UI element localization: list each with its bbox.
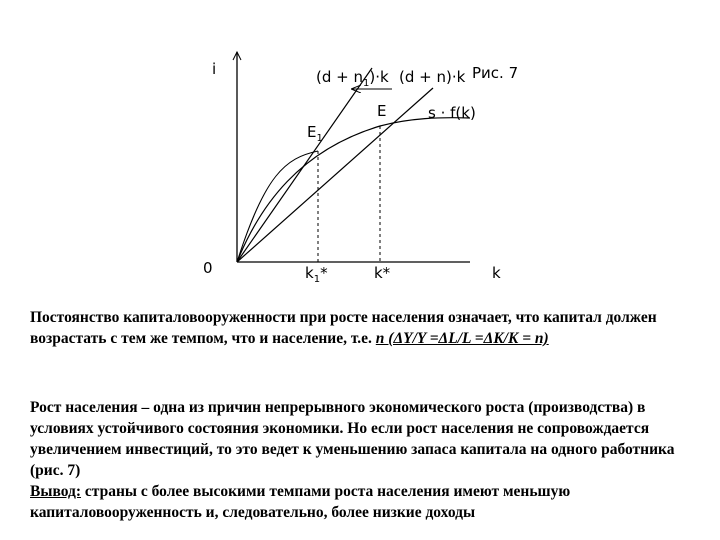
formula: n (ΔY/Y =ΔL/L =ΔK/K = n) [375, 330, 549, 347]
k1-label: $k_1*$ [305, 264, 328, 285]
line1-label: $(d + n_1)\cdot k$ [316, 68, 389, 89]
conclusion-text: страны с более высокими темпами роста населения имеют меньшую капиталовооруженность и, следовательно, более низкие доходы [30, 483, 571, 521]
x-axis-label: k [492, 264, 501, 282]
point-e1-label: $E_1$ [307, 123, 323, 144]
figure-label: Рис. 7 [472, 64, 519, 82]
curve-s-f-k [237, 118, 470, 262]
conclusion-label: Вывод: [30, 483, 82, 500]
paragraph-capital-intensity [30, 307, 695, 349]
origin-label: 0 [203, 259, 213, 277]
paragraph-population-growth [30, 397, 695, 523]
paragraph1-text: Постоянство капиталовооруженности при росте населения означает, что капитал должен возрастать с тем же темпом, что и население, т.е. [30, 309, 657, 347]
line-d-n-k [237, 88, 433, 262]
curve-label: s · f(k) [428, 104, 476, 122]
line2-label: (d + n)·k [399, 68, 466, 86]
paragraph2-text: Рост населения – одна из причин непрерывного экономического роста (производства) в условиях устойчивого состояния экономики. Но если рост населения не сопровождается увеличением инвестиций, то это ведет к уменьшению запаса капитала на одного работника (рис. 7) [30, 399, 675, 479]
kstar-label: k* [374, 264, 391, 282]
y-axis-label: i [212, 60, 217, 78]
point-e-label: E [377, 102, 387, 120]
